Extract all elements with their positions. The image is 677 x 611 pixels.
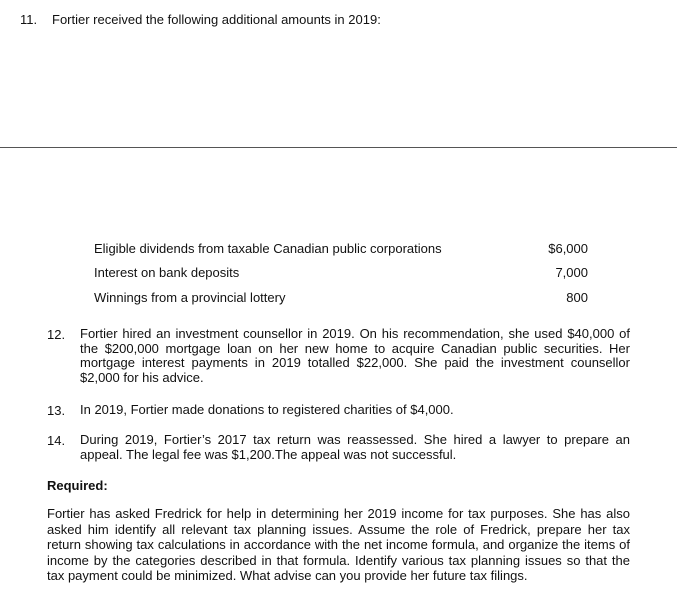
required-text: Fortier has asked Fredrick for help in determining her 2019 income for tax purposes. She has also asked him identify all relevant tax planning issues. Assume the role of Fredrick, prepare her tax return showing tax calculations in accordance with the net income formula, and organize the items of income by the categories described in that formula. Identify various tax planning issues so that the tax payment could be minimized. What advise can you provide her future tax filings.: [47, 506, 630, 583]
amount-value: 7,000: [555, 265, 588, 280]
q14-text: During 2019, Fortier’s 2017 tax return was reassessed. She hired a lawyer to prepare an appeal. The legal fee was $1,200.The appeal was not successful.: [80, 432, 630, 462]
amount-label: Eligible dividends from taxable Canadian public corporations: [94, 241, 442, 256]
q14-number: 14.: [47, 433, 66, 448]
amount-row: [94, 241, 588, 256]
divider: [0, 147, 677, 148]
amount-value: 800: [566, 290, 588, 305]
q13-number: 13.: [47, 403, 66, 418]
amount-label: Winnings from a provincial lottery: [94, 290, 286, 305]
q11-number: 11.: [20, 12, 38, 27]
q11-text: Fortier received the following additional amounts in 2019:: [52, 12, 381, 27]
required-heading: Required:: [47, 478, 108, 493]
q12-text: Fortier hired an investment counsellor in 2019. On his recommendation, she used $40,000 of the $200,000 mortgage loan on her new home to acquire Canadian public securities. Her mortgage interest payments in 2019 totalled $22,000. She paid the investment counsellor $2,000 for his advice.: [80, 326, 630, 385]
q13-text: In 2019, Fortier made donations to registered charities of $4,000.: [80, 402, 454, 417]
amount-value: $6,000: [548, 241, 588, 256]
amount-row: [94, 265, 588, 280]
q12-number: 12.: [47, 327, 66, 342]
amount-row: [94, 290, 588, 305]
amount-label: Interest on bank deposits: [94, 265, 240, 280]
